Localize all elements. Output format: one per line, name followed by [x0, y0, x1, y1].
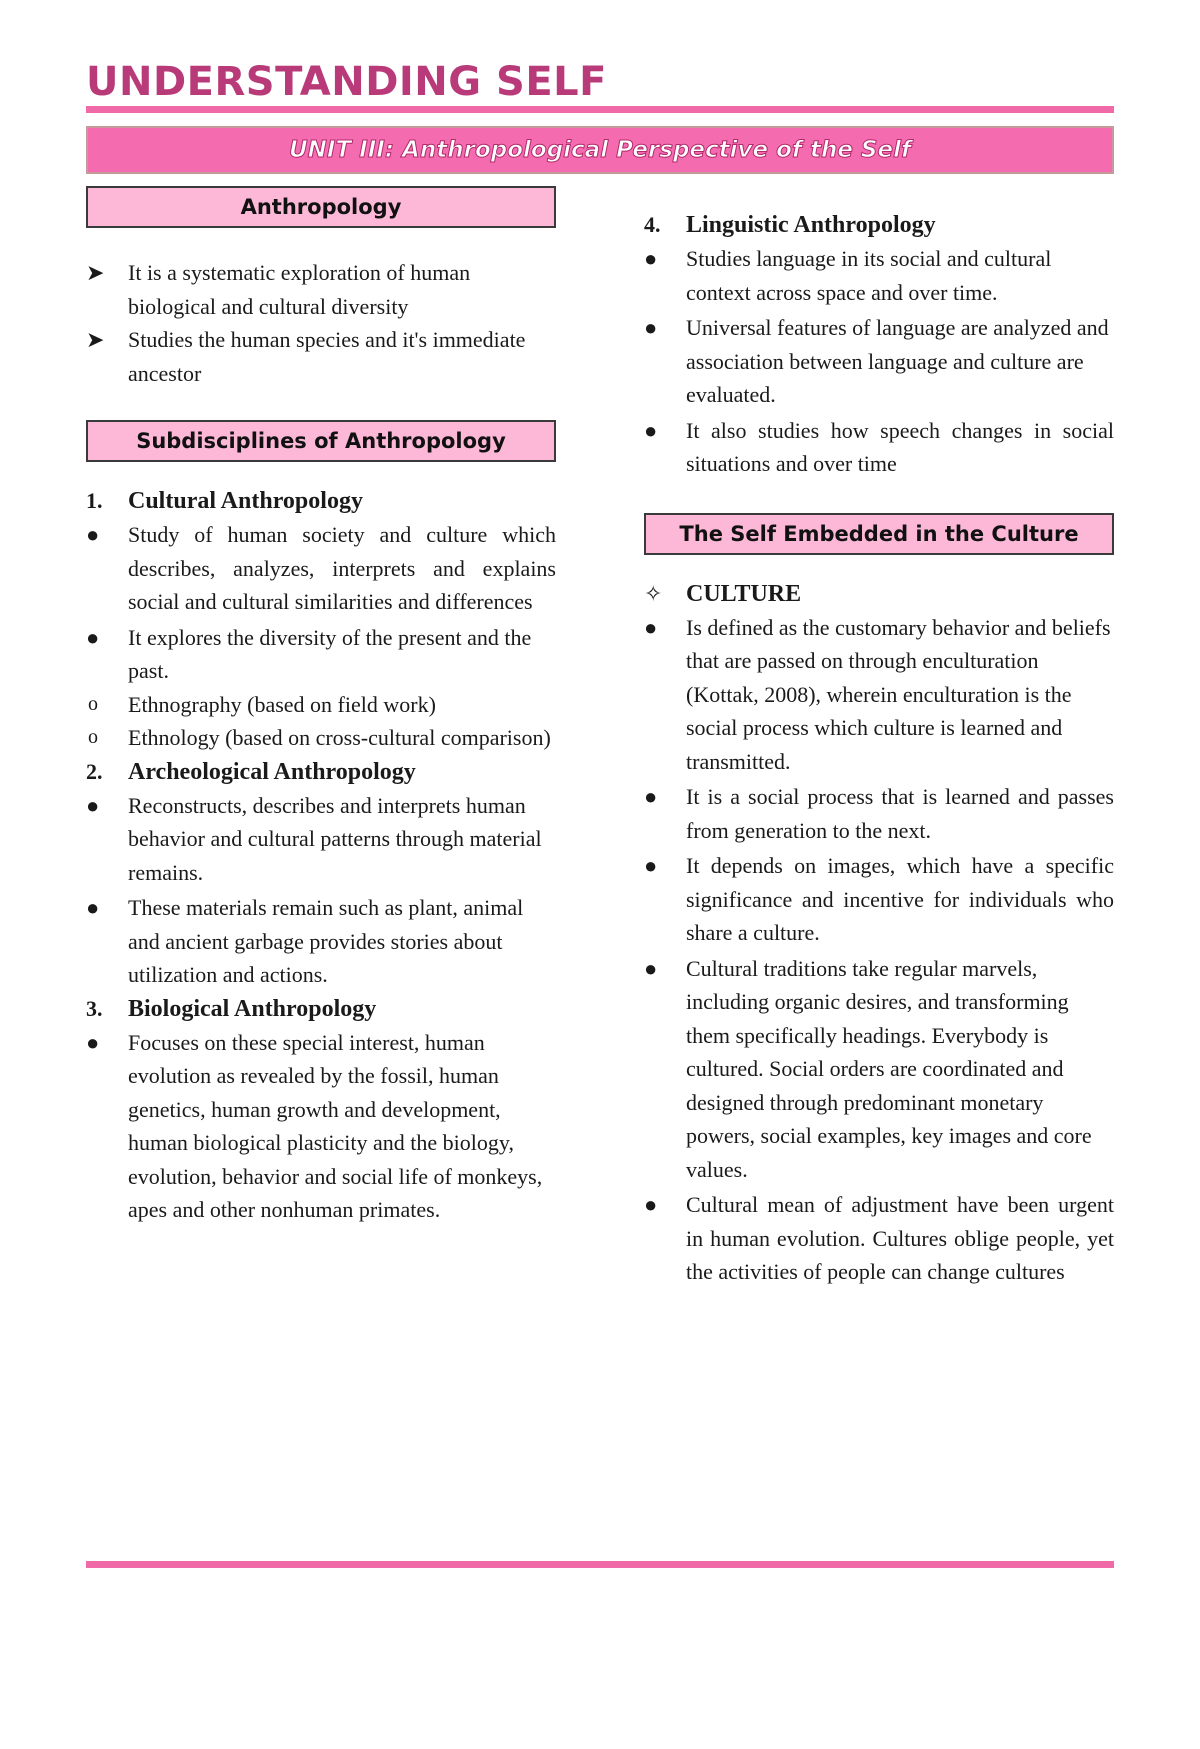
list-item-text: It is a social process that is learned and passes from generation to the next. [686, 784, 1114, 843]
item-number: 1. [86, 488, 103, 513]
list-item-text: Study of human society and culture which describes, analyzes, interprets and explains social and cultural similarities and differences [128, 522, 556, 614]
arrow-bullet-icon: ➤ [86, 327, 105, 352]
list-item [86, 256, 556, 323]
list-item [644, 849, 1114, 950]
list-item-text: It is a systematic exploration of human biological and cultural diversity [128, 260, 471, 319]
subdiscipline-heading [86, 755, 556, 789]
bullet-icon: ● [86, 624, 100, 650]
list-item [644, 952, 1114, 1187]
list-item-text: Cultural mean of adjustment have been urgent in human evolution. Cultures oblige people, yet the activities of people can change cultures [686, 1192, 1114, 1284]
item-number: 3. [86, 995, 103, 1021]
page-title: UNDERSTANDING SELF [86, 59, 607, 105]
unit-title: UNIT III: Anthropological Perspective of the Self [289, 137, 911, 163]
section-heading-self-culture: The Self Embedded in the Culture [644, 513, 1114, 555]
diamond-bullet-icon: ✧ [644, 580, 663, 606]
list-item [644, 611, 1114, 779]
bullet-icon: ● [644, 614, 658, 640]
subdiscipline-heading [644, 208, 1114, 242]
bullet-icon: ● [86, 1029, 100, 1055]
list-item [644, 242, 1114, 309]
list-subitem [86, 721, 556, 755]
bullet-icon: ● [644, 784, 658, 809]
list-subitem-text: Ethnography (based on field work) [128, 691, 436, 717]
arrow-bullet-icon: ➤ [86, 260, 105, 285]
list-item-text: These materials remain such as plant, animal and ancient garbage provides stories about utilization and actions. [128, 895, 524, 987]
circle-bullet-icon: o [88, 692, 98, 715]
list-item-text: Studies the human species and it's immediate ancestor [128, 327, 526, 386]
culture-title: CULTURE [686, 580, 802, 607]
circle-bullet-icon: o [88, 726, 98, 748]
list-item-text: It also studies how speech changes in social situations and over time [686, 417, 1114, 476]
list-item-text: Reconstructs, describes and interprets human behavior and cultural patterns through material remains. [128, 792, 542, 885]
list-item-text: It explores the diversity of the present and the past. [128, 624, 532, 683]
list-item-text: Focuses on these special interest, human evolution as revealed by the fossil, human genetics, human growth and development, human biological plasticity and the biology, evolution, behavior and social life of monkeys, apes and other nonhuman primates. [128, 1029, 543, 1222]
bottom-divider [86, 1561, 1114, 1568]
subdiscipline-title: Biological Anthropology [128, 995, 377, 1022]
bullet-icon: ● [86, 792, 100, 818]
list-item-text: It depends on images, which have a specific significance and incentive for individuals who share a culture. [686, 853, 1114, 945]
top-divider [86, 106, 1114, 113]
subdiscipline-title: Linguistic Anthropology [686, 212, 936, 238]
item-number: 2. [86, 758, 103, 784]
section-heading-subdisciplines: Subdisciplines of Anthropology [86, 420, 556, 462]
list-item [644, 414, 1114, 481]
list-item [86, 323, 556, 390]
list-subitem [86, 688, 556, 722]
culture-heading [644, 577, 1114, 611]
subdiscipline-title: Cultural Anthropology [128, 488, 363, 514]
list-item [86, 1026, 556, 1227]
list-item-text: Is defined as the customary behavior and beliefs that are passed on through enculturation (Kottak, 2008), wherein enculturation is the social process which culture is learned and transmitted. [686, 614, 1111, 774]
bullet-icon: ● [644, 417, 658, 443]
left-column [86, 186, 556, 1227]
bullet-icon: ● [644, 853, 658, 878]
bullet-icon: ● [644, 246, 658, 271]
list-item [644, 311, 1114, 412]
item-number: 4. [644, 212, 661, 237]
unit-banner [86, 126, 1114, 174]
list-subitem-text: Ethnology (based on cross-cultural comparison) [128, 725, 551, 750]
list-item [86, 891, 556, 992]
subdiscipline-heading [86, 992, 556, 1026]
subdiscipline-title: Archeological Anthropology [128, 758, 416, 785]
right-column [644, 186, 1114, 1289]
list-item [644, 1188, 1114, 1289]
bullet-icon: ● [644, 1192, 658, 1217]
bullet-icon: ● [86, 895, 100, 920]
list-item [86, 518, 556, 619]
list-item-text: Studies language in its social and cultural context across space and over time. [686, 246, 1052, 305]
bullet-icon: ● [644, 315, 658, 340]
list-item [86, 621, 556, 688]
list-item [86, 789, 556, 890]
list-item-text: Universal features of language are analyzed and association between language and culture are evaluated. [686, 315, 1109, 407]
subdiscipline-heading [86, 484, 556, 518]
bullet-icon: ● [86, 522, 100, 547]
bullet-icon: ● [644, 955, 658, 981]
list-item [644, 780, 1114, 847]
section-heading-anthropology: Anthropology [86, 186, 556, 228]
list-item-text: Cultural traditions take regular marvels, including organic desires, and transforming them specifically headings. Everybody is cultured. Social orders are coordinated and designed through predominant monetary powers, social examples, key images and core values. [686, 955, 1092, 1182]
